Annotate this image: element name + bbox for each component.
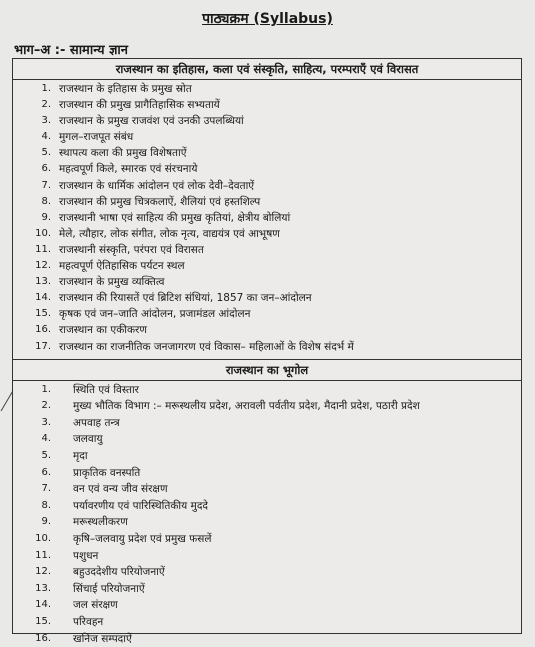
topic-item bbox=[13, 129, 521, 145]
topic-text: महत्वपूर्ण ऐतिहासिक पर्यटन स्थल bbox=[59, 258, 185, 274]
topic-number: 4. bbox=[13, 431, 59, 448]
topic-text: मुगल–राजपूत संबंध bbox=[59, 129, 133, 145]
topic-number: 14. bbox=[13, 290, 59, 306]
topic-number: 6. bbox=[13, 161, 59, 177]
topic-item bbox=[13, 113, 521, 129]
topic-text: परिवहन bbox=[73, 614, 103, 631]
topic-number: 1. bbox=[13, 382, 59, 399]
topic-item bbox=[13, 194, 521, 210]
topic-number: 5. bbox=[13, 145, 59, 161]
topic-text: मेले, त्यौहार, लोक संगीत, लोक नृत्य, वाद्ययंत्र एवं आभूषण bbox=[59, 226, 280, 242]
topic-number: 15. bbox=[13, 306, 59, 322]
topic-text: पशुधन bbox=[73, 548, 98, 565]
topic-number: 10. bbox=[13, 531, 59, 548]
topic-item bbox=[13, 322, 521, 338]
topic-text: खनिज सम्पदाऐं bbox=[73, 631, 132, 647]
topic-text: राजस्थान का एकीकरण bbox=[59, 322, 147, 338]
topic-item bbox=[13, 97, 521, 113]
topic-text: कृषि–जलवायु प्रदेश एवं प्रमुख फसलें bbox=[73, 531, 212, 548]
topic-number: 11. bbox=[13, 548, 59, 565]
topic-item bbox=[13, 306, 521, 322]
topic-text: स्थापत्य कला की प्रमुख विशेषताऐं bbox=[59, 145, 187, 161]
topic-text: राजस्थान के प्रमुख व्यक्तित्व bbox=[59, 274, 165, 290]
topic-number: 6. bbox=[13, 465, 59, 482]
topic-item bbox=[13, 531, 521, 548]
topic-text: राजस्थान की रियासतें एवं ब्रिटिश संधियां, 1857 का जन–आंदोलन bbox=[59, 290, 312, 306]
topic-number: 3. bbox=[13, 415, 59, 432]
topic-number: 13. bbox=[13, 274, 59, 290]
topic-text: राजस्थान की प्रमुख चित्रकलाऐं, शैलियां एवं हस्तशिल्प bbox=[59, 194, 260, 210]
topic-item bbox=[13, 581, 521, 598]
topic-number: 15. bbox=[13, 614, 59, 631]
topic-number: 8. bbox=[13, 498, 59, 515]
topic-text: महत्वपूर्ण किले, स्मारक एवं संरचनाये bbox=[59, 161, 197, 177]
topic-text: मृदा bbox=[73, 448, 88, 465]
topic-number: 17. bbox=[13, 339, 59, 355]
topic-number: 11. bbox=[13, 242, 59, 258]
topic-item bbox=[13, 614, 521, 631]
syllabus-frame bbox=[12, 58, 522, 634]
topic-item bbox=[13, 290, 521, 306]
topic-item bbox=[13, 258, 521, 274]
topic-item bbox=[13, 161, 521, 177]
topic-text: राजस्थान की प्रमुख प्रागैतिहासिक सभ्यतायें bbox=[59, 97, 220, 113]
topic-text: प्राकृतिक वनस्पति bbox=[73, 465, 140, 482]
topic-number: 16. bbox=[13, 322, 59, 338]
topic-text: राजस्थान के धार्मिक आंदोलन एवं लोक देवी–देवताऐं bbox=[59, 178, 254, 194]
topic-item bbox=[13, 597, 521, 614]
topic-item bbox=[13, 398, 521, 415]
topic-number: 1. bbox=[13, 81, 59, 97]
topic-number: 7. bbox=[13, 178, 59, 194]
page-title: पाठ्यक्रम (Syllabus) bbox=[0, 9, 535, 28]
topic-item bbox=[13, 81, 521, 97]
topic-item bbox=[13, 226, 521, 242]
topic-text: राजस्थान के इतिहास के प्रमुख स्रोत bbox=[59, 81, 192, 97]
topic-item bbox=[13, 382, 521, 399]
topic-item bbox=[13, 145, 521, 161]
topic-number: 3. bbox=[13, 113, 59, 129]
topic-item bbox=[13, 431, 521, 448]
geography-topic-list bbox=[13, 381, 521, 647]
topic-item bbox=[13, 274, 521, 290]
topic-number: 10. bbox=[13, 226, 59, 242]
topic-item bbox=[13, 210, 521, 226]
topic-text: जलवायु bbox=[73, 431, 103, 448]
topic-number: 4. bbox=[13, 129, 59, 145]
topic-text: बहुउददेशीय परियोजनाऐं bbox=[73, 564, 165, 581]
history-topic-list bbox=[13, 80, 521, 355]
topic-item bbox=[13, 465, 521, 482]
topic-item bbox=[13, 448, 521, 465]
topic-text: स्थिति एवं विस्तार bbox=[73, 382, 139, 399]
topic-number: 9. bbox=[13, 514, 59, 531]
topic-item bbox=[13, 178, 521, 194]
topic-text: मरूस्थलीकरण bbox=[73, 514, 128, 531]
topic-text: सिंचाई परियोजनाऐं bbox=[73, 581, 145, 598]
topic-text: राजस्थान के प्रमुख राजवंश एवं उनकी उपलब्धियां bbox=[59, 113, 244, 129]
topic-item bbox=[13, 631, 521, 647]
history-section-heading: राजस्थान का इतिहास, कला एवं संस्कृति, साहित्य, परम्पराएँ एवं विरासत bbox=[13, 59, 521, 80]
topic-number: 8. bbox=[13, 194, 59, 210]
topic-number: 2. bbox=[13, 97, 59, 113]
topic-number: 13. bbox=[13, 581, 59, 598]
topic-text: राजस्थान का राजनीतिक जनजागरण एवं विकास– महिलाओं के विशेष संदर्भ में bbox=[59, 339, 354, 355]
topic-text: अपवाह तन्त्र bbox=[73, 415, 120, 432]
topic-text: मुख्य भौतिक विभाग :– मरूस्थलीय प्रदेश, अरावली पर्वतीय प्रदेश, मैदानी प्रदेश, पठारी प्रदेश bbox=[73, 398, 420, 415]
topic-text: राजस्थानी संस्कृति, परंपरा एवं विरासत bbox=[59, 242, 204, 258]
topic-item bbox=[13, 514, 521, 531]
topic-text: राजस्थानी भाषा एवं साहित्य की प्रमुख कृतियां, क्षेत्रीय बोलियां bbox=[59, 210, 290, 226]
part-heading: भाग–अ :- सामान्य ज्ञान bbox=[14, 40, 128, 58]
topic-number: 16. bbox=[13, 631, 59, 647]
topic-item bbox=[13, 498, 521, 515]
topic-number: 5. bbox=[13, 448, 59, 465]
topic-item bbox=[13, 415, 521, 432]
topic-text: कृषक एवं जन–जाति आंदोलन, प्रजामंडल आंदोलन bbox=[59, 306, 250, 322]
topic-text: जल संरक्षण bbox=[73, 597, 118, 614]
geography-section-heading: राजस्थान का भूगोल bbox=[13, 359, 521, 381]
topic-item bbox=[13, 242, 521, 258]
topic-item bbox=[13, 339, 521, 355]
topic-item bbox=[13, 481, 521, 498]
topic-number: 7. bbox=[13, 481, 59, 498]
topic-text: पर्यावरणीय एवं पारिस्थितिकीय मुददे bbox=[73, 498, 208, 515]
topic-number: 2. bbox=[13, 398, 59, 415]
topic-number: 9. bbox=[13, 210, 59, 226]
topic-item bbox=[13, 564, 521, 581]
topic-number: 12. bbox=[13, 564, 59, 581]
topic-number: 14. bbox=[13, 597, 59, 614]
topic-item bbox=[13, 548, 521, 565]
topic-text: वन एवं वन्य जीव संरक्षण bbox=[73, 481, 168, 498]
topic-number: 12. bbox=[13, 258, 59, 274]
